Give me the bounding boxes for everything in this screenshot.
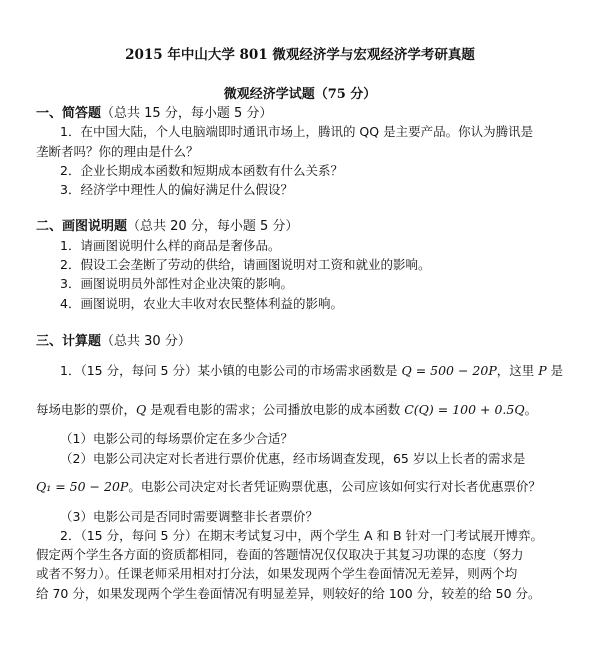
section-2-title: 二、画图说明题 bbox=[36, 219, 128, 234]
sub-question-2-line-2 bbox=[36, 478, 541, 496]
question-3-1-intro: 1．（15 分，每问 5 分）某小镇的电影公司的市场需求函数是 bbox=[60, 363, 402, 378]
question-3-1-line-1 bbox=[60, 362, 563, 380]
question-3-2-line-3: 或者不努力）。任课老师采用相对打分法，如果发现两个学生卷面情况无差异，则两个均 bbox=[36, 566, 518, 581]
question-3-2-line-4: 给 70 分，如果发现两个学生卷面情况有明显差异，则较好的给 100 分，较差的给 50 分。 bbox=[36, 586, 541, 601]
section-1-title: 一、简答题 bbox=[36, 106, 102, 121]
section-3-title: 三、计算题 bbox=[36, 334, 102, 349]
question-3-1-line-end: 是 bbox=[546, 363, 564, 378]
demand-function: Q = 500 − 20P bbox=[401, 363, 497, 378]
question-2-3: 3．画图说明员外部性对企业决策的影响。 bbox=[60, 276, 293, 291]
question-1-3: 3．经济学中理性人的偏好满足什么假设？ bbox=[60, 182, 293, 197]
question-1-2: 2．企业长期成本函数和短期成本函数有什么关系？ bbox=[60, 163, 343, 178]
section-1-note: （总共 15 分，每小题 5 分） bbox=[101, 106, 273, 121]
section-2-heading bbox=[36, 218, 298, 236]
section-2-note: （总共 20 分，每小题 5 分） bbox=[127, 219, 299, 234]
quantity-symbol: Q bbox=[136, 402, 147, 417]
question-3-2-line-2: 假定两个学生各方面的资质都相同，卷面的答题情况仅仅取决于其复习功课的态度（努力 bbox=[36, 547, 524, 562]
senior-demand-function: Q₁ = 50 − 20P bbox=[36, 479, 129, 494]
question-2-1: 1．请画图说明什么样的商品是奢侈品。 bbox=[60, 238, 281, 253]
sub-question-1: （1）电影公司的每场票价定在多少合适？ bbox=[60, 431, 293, 446]
sub-question-2-text: 。电影公司决定对长者凭证购票优惠，公司应该如何实行对长者优惠票价？ bbox=[128, 479, 541, 494]
section-1-heading bbox=[36, 105, 272, 123]
sub-question-2-line-1: （2）电影公司决定对长者进行票价优惠，经市场调查发现，65 岁以上长者的需求是 bbox=[60, 451, 526, 466]
question-3-1-price-desc: 每场电影的票价， bbox=[36, 402, 137, 417]
cost-function: C(Q) = 100 + 0.5Q bbox=[404, 402, 525, 417]
question-3-1-connector: ，这里 bbox=[496, 363, 539, 378]
sub-question-3: （3）电影公司是否同时需要调整非长者票价？ bbox=[60, 509, 318, 524]
price-symbol: P bbox=[538, 363, 547, 378]
question-3-1-cost-intro: 是观看电影的需求；公司播放电影的成本函数 bbox=[146, 402, 405, 417]
question-3-1-line-2 bbox=[36, 401, 537, 419]
question-1-1-line-2: 垄断者吗？你的理由是什么？ bbox=[36, 144, 199, 159]
document-title: 2015 年中山大学 801 微观经济学与宏观经济学考研真题 bbox=[125, 47, 475, 63]
question-3-2-line-1: 2．（15 分，每问 5 分）在期末考试复习中，两个学生 A 和 B 针对一门考试展开博弈。 bbox=[60, 528, 544, 543]
question-1-1-line-1: 1．在中国大陆，个人电脑端即时通讯市场上，腾讯的 QQ 是主要产品。你认为腾讯是 bbox=[60, 124, 534, 139]
section-3-note: （总共 30 分） bbox=[101, 334, 191, 349]
question-2-2: 2．假设工会垄断了劳动的供给，请画图说明对工资和就业的影响。 bbox=[60, 257, 431, 272]
question-2-4: 4．画图说明，农业大丰收对农民整体利益的影响。 bbox=[60, 296, 343, 311]
question-3-1-period: 。 bbox=[524, 402, 538, 417]
section-subtitle: 微观经济学试题（75 分） bbox=[223, 87, 377, 102]
section-3-heading bbox=[36, 333, 191, 351]
